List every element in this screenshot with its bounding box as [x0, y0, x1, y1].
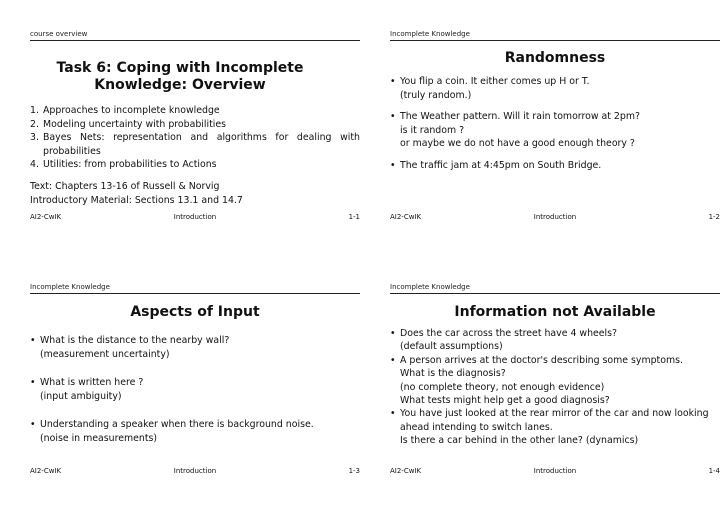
header-rule [390, 293, 720, 294]
list-item: • You flip a coin. It either comes up H or T. (truly random.) [390, 76, 590, 101]
list-item: 3. Bayes Nets: representation and algorithms for dealing with probabilities [30, 132, 360, 157]
list-item: • What is written here ? (input ambiguity) [30, 377, 144, 402]
list-item: • The Weather pattern. Will it rain tomorrow at 2pm? is it random ? or maybe we do not have a good enough theory ? [390, 111, 640, 150]
slide-footer: AI2-CwIK Introduction 1-1 [30, 213, 360, 221]
slide-header: Incomplete Knowledge [30, 283, 110, 291]
bullet-icon: • [390, 354, 396, 366]
slide-title: Aspects of Input [130, 304, 260, 320]
list-item: 1. Approaches to incomplete knowledge [30, 105, 220, 116]
list-item: 4. Utilities: from probabilities to Actions [30, 159, 217, 171]
list-item: • The traffic jam at 4:45pm on South Bridge. [390, 159, 602, 171]
header-rule [30, 40, 360, 41]
list-item: • What is the distance to the nearby wall? (measurement uncertainty) [30, 335, 230, 360]
list-item: • A person arrives at the doctor's describing some symptoms. What is the diagnosis? (no complete theory, not enough evidence) What tests might help get a good diagnosis? [390, 354, 683, 407]
bullet-icon: • [390, 408, 396, 420]
slide-1 [30, 30, 360, 260]
slide-body [390, 75, 720, 173]
slide-footer: AI2-CwIK Introduction 1-3 [30, 467, 360, 475]
list-item: • You have just looked at the rear mirror of the car and now looking ahead intending to switch lanes. Is there a car behind in the other lane? (dynamics) [390, 408, 709, 447]
slide-footer: AI2-CwIK Introduction 1-2 [390, 213, 720, 221]
reading-text: Text: Chapters 13-16 of Russell & Norvig [30, 180, 220, 192]
slide-body [30, 334, 360, 446]
slide-header: Incomplete Knowledge [390, 283, 470, 291]
list-item: • Understanding a speaker when there is background noise. (noise in measurements) [30, 419, 314, 444]
bullet-icon: • [390, 328, 396, 339]
slide-title: Task 6: Coping with Incomplete Knowledge: Overview [56, 60, 304, 93]
slide-3 [30, 283, 360, 513]
list-item: 2. Modeling uncertainty with probabilities [30, 118, 227, 130]
slide-title: Information not Available [454, 304, 656, 320]
slide-4 [390, 283, 720, 513]
bullet-icon: • [30, 419, 36, 431]
slide-body [30, 104, 360, 207]
slide-header: Incomplete Knowledge [390, 30, 470, 38]
list-item: • Does the car across the street have 4 wheels? (default assumptions) [390, 328, 618, 353]
slide-header: course overview [30, 30, 88, 38]
bullet-icon: • [390, 159, 396, 171]
slide-2 [390, 30, 720, 260]
slide-body [390, 327, 720, 448]
bullet-icon: • [390, 111, 396, 123]
slide-footer: AI2-CwIK Introduction 1-4 [390, 467, 720, 475]
bullet-icon: • [390, 76, 396, 87]
header-rule [390, 40, 720, 41]
bullet-icon: • [30, 335, 36, 346]
intro-material-text: Introductory Material: Sections 13.1 and 14.7 [30, 194, 243, 206]
header-rule [30, 293, 360, 294]
slide-title: Randomness [504, 50, 606, 66]
bullet-icon: • [30, 377, 36, 389]
